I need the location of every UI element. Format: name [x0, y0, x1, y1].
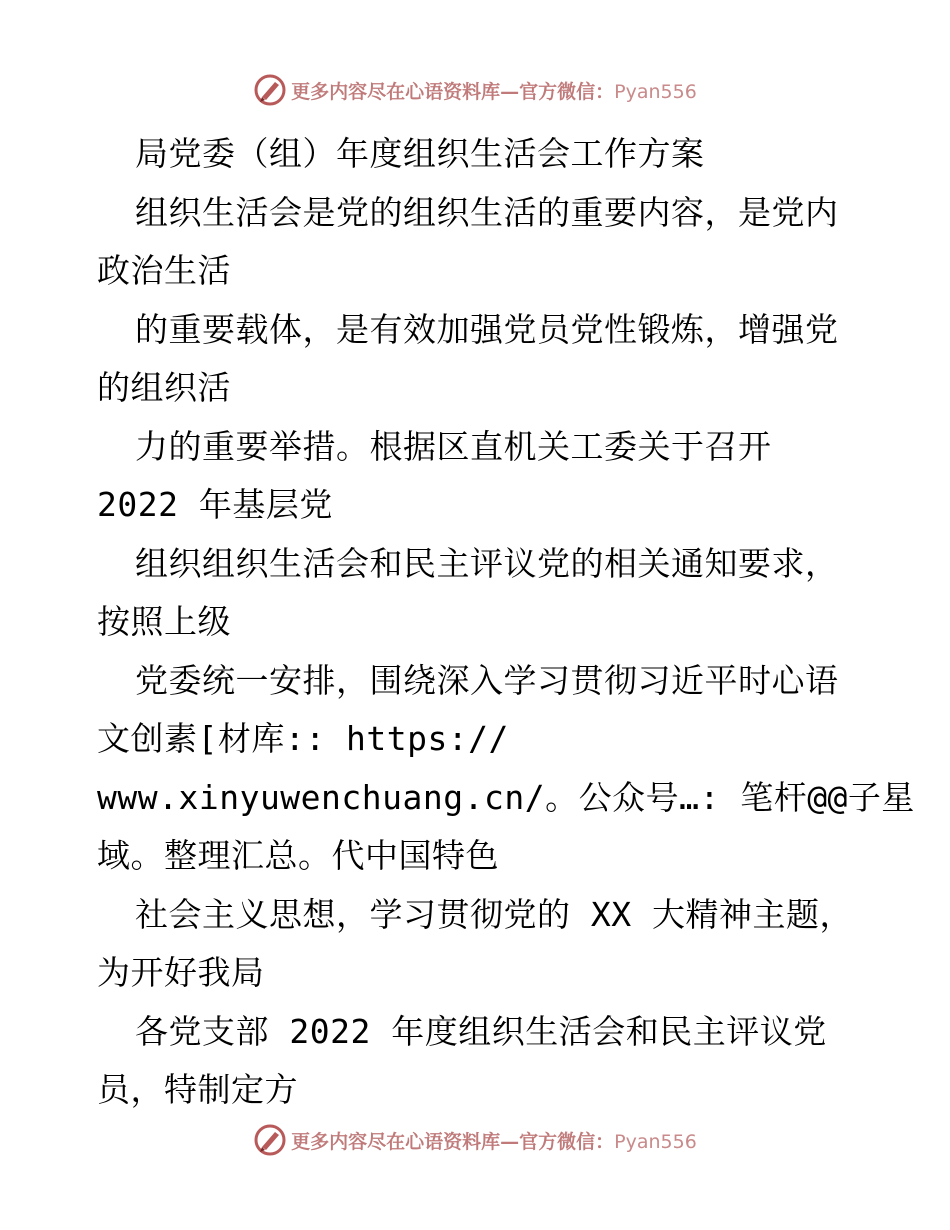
text-line: 的组织活 [97, 368, 231, 407]
text-line: 按照上级 [97, 602, 231, 641]
text-line: 政治生活 [97, 251, 231, 290]
text-line: 域。整理汇总。代中国特色 [97, 836, 499, 875]
text-line: www.xinyuwenchuang.cn/。公众号…: 笔杆@@子星 [97, 777, 915, 817]
watermark-text: 更多内容尽在心语资料库—官方微信：Pyan556 [291, 80, 697, 103]
header-watermark [0, 70, 950, 110]
text-line: 各党支部 2022 年度组织生活会和民主评议党 [135, 1011, 827, 1051]
pen-logo-icon [253, 73, 287, 107]
text-line: 的重要载体，是有效加强党员党性锻炼，增强党 [135, 309, 839, 349]
document-body [97, 125, 915, 1120]
text-line: 为开好我局 [97, 953, 265, 992]
text-line: 组织组织生活会和民主评议党的相关通知要求， [135, 543, 839, 583]
text-line: 组织生活会是党的组织生活的重要内容，是党内 [135, 192, 839, 232]
text-line: 文创素[材库:: https:// [97, 719, 509, 758]
pen-logo-icon [253, 1123, 287, 1157]
text-line: 力的重要举措。根据区直机关工委关于召开 [135, 426, 772, 466]
footer-watermark [0, 1120, 950, 1160]
text-line: 员，特制定方 [97, 1070, 298, 1109]
text-line: 局党委（组）年度组织生活会工作方案 [135, 134, 705, 173]
text-line: 社会主义思想，学习贯彻党的 XX 大精神主题， [135, 894, 853, 934]
text-line: 党委统一安排，围绕深入学习贯彻习近平时心语 [135, 660, 839, 700]
watermark-text: 更多内容尽在心语资料库—官方微信：Pyan556 [291, 1130, 697, 1153]
text-line: 2022 年基层党 [97, 485, 333, 524]
